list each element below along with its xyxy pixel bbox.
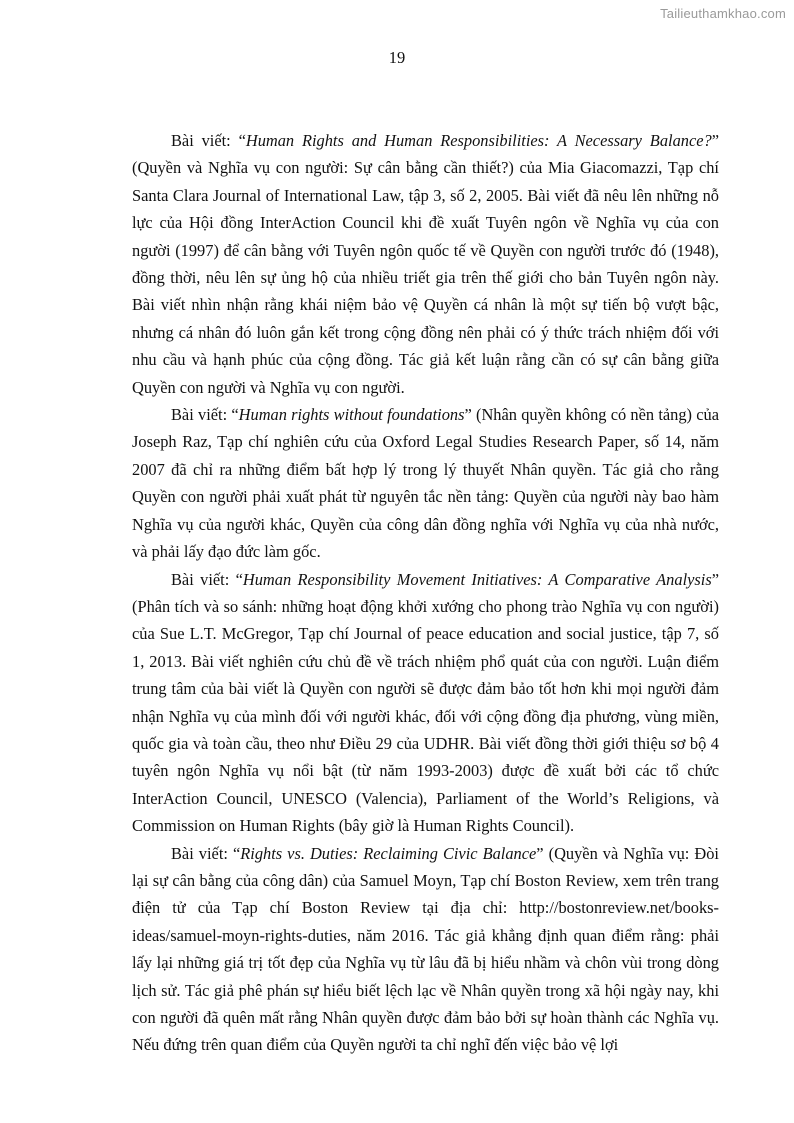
paragraph-lead: Bài viết: “: [171, 405, 239, 425]
paragraph-giacomazzi: [132, 127, 719, 401]
article-title: Human Rights and Human Responsibilities: A Necessary Balance?: [245, 131, 712, 150]
watermark: Tailieuthamkhao.com: [660, 6, 786, 21]
page-number: 19: [388, 48, 406, 67]
paragraph-lead: Bài viết: “: [171, 843, 241, 863]
paragraph-text: ” (Nhân quyền không có nền tảng) của Joseph Raz, Tạp chí nghiên cứu của Oxford Legal Studies Research Paper, số 14, năm 2007 đã chỉ ra những điểm bất hợp lý trong lý thuyết Nhân quyền. Tác giả cho rằng Quyền con người phải xuất phát từ nguyên tắc nền tảng: Quyền của người này bao hàm Nghĩa vụ của người khác, Quyền của công dân đồng nghĩa với Nghĩa vụ của nhà nước, và phải lấy đạo đức làm gốc.: [132, 405, 719, 562]
paragraph-raz: [132, 401, 719, 565]
article-title: Human rights without foundations: [238, 405, 465, 425]
paragraph-lead: Bài viết: “: [171, 569, 243, 589]
paragraph-text: ” (Phân tích và so sánh: những hoạt động khởi xướng cho phong trào Nghĩa vụ con người) của Sue L.T. McGregor, Tạp chí Journal of peace education and social justice, tập 7, số 1, 2013. Bài viết nghiên cứu chủ đề về trách nhiệm phổ quát của con người. Luận điểm trung tâm của bài viết là Quyền con người sẽ được đảm bảo tốt hơn khi mọi người đảm nhận Nghĩa vụ của mình đối với người khác, đối với cộng đồng địa phương, vùng miền, quốc gia và toàn cầu, theo như Điều 29 của UDHR. Bài viết đồng thời giới thiệu sơ bộ 4 tuyên ngôn Nghĩa vụ nổi bật (từ năm 1993-2003) được đề xuất bởi các tổ chức InterAction Council, UNESCO (Valencia), Parliament of the World’s Religions, và Commission on Human Rights (bây giờ là Human Rights Council).: [132, 569, 719, 836]
paragraph-lead: Bài viết: “: [171, 131, 246, 150]
article-title: Human Responsibility Movement Initiatives: A Comparative Analysis: [242, 569, 712, 589]
paragraph-mcgregor: [132, 566, 719, 840]
paragraph-moyn: [132, 840, 719, 1059]
article-title: Rights vs. Duties: Reclaiming Civic Balance: [240, 843, 537, 863]
document-body: [132, 127, 719, 1059]
paragraph-text: ” (Quyền và Nghĩa vụ con người: Sự cân bằng cần thiết?) của Mia Giacomazzi, Tạp chí Santa Clara Journal of International Law, tập 3, số 2, 2005. Bài viết đã nêu lên những nỗ lực của Hội đồng InterAction Council khi đề xuất Tuyên ngôn về Nghĩa vụ của con người (1997) để cân bằng với Tuyên ngôn quốc tế về Quyền con người trước đó (1948), đồng thời, nêu lên sự ủng hộ của nhiều triết gia trên thế giới cho bản Tuyên ngôn này. Bài viết nhìn nhận rằng khái niệm bảo vệ Quyền cá nhân là một sự tiến bộ vượt bậc, nhưng cá nhân đó luôn gắn kết trong cộng đồng nên phải có ý thức trách nhiệm đối với nhu cầu và hạnh phúc của cộng đồng. Tác giả kết luận rằng cần có sự cân bằng giữa Quyền con người và Nghĩa vụ con người.: [132, 131, 719, 397]
paragraph-text: ” (Quyền và Nghĩa vụ: Đòi lại sự cân bằng của công dân) của Samuel Moyn, Tạp chí Boston Review, xem trên trang điện tử của Tạp chí Boston Review tại địa chỉ: http://bostonreview.net/books-ideas/samuel-moyn-rights-duties, năm 2016. Tác giả khẳng định quan điểm rằng: phải lấy lại những giá trị tốt đẹp của Nghĩa vụ từ lâu đã bị hiểu nhầm và chôn vùi trong dòng lịch sử. Tác giả phê phán sự hiểu biết lệch lạc về Nhân quyền trong xã hội ngày nay, khi con người đã quên mất rằng Nhân quyền được đảm bảo bởi sự hoàn thành các Nghĩa vụ. Nếu đứng trên quan điểm của Quyền người ta chỉ nghĩ đến việc bảo vệ lợi: [132, 843, 719, 1055]
